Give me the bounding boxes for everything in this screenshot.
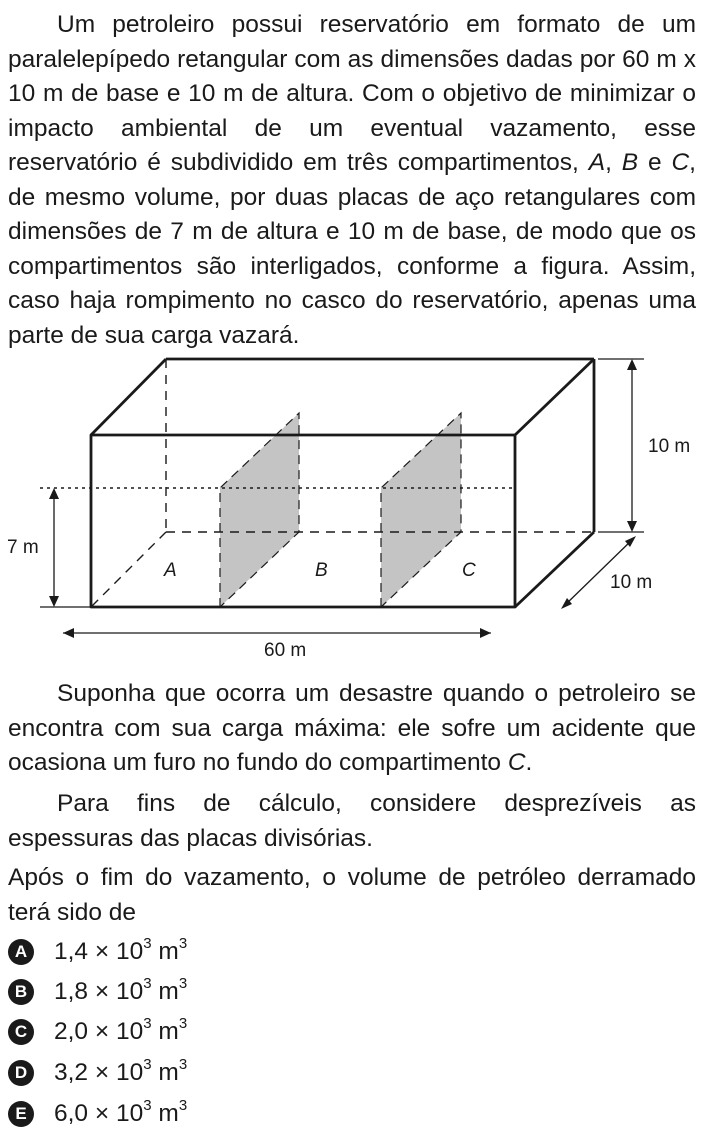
option-b-badge: B (8, 979, 34, 1005)
option-d-badge: D (8, 1060, 34, 1086)
compartment-c-ref: C (671, 149, 690, 176)
option-e[interactable] (8, 1097, 187, 1131)
scenario-c-ref: C (507, 749, 526, 776)
option-a[interactable] (8, 935, 187, 969)
option-e-badge: E (8, 1101, 34, 1127)
option-a-badge: A (8, 939, 34, 965)
compartment-c-label: C (462, 560, 476, 581)
intro-sep-2: e (638, 149, 672, 176)
compartment-a-ref: A (588, 149, 606, 176)
intro-text-2: , de mesmo volume, por duas placas de aço retangulares com dimensões de 7 m de altura e 10 m de base, de modo que os compartimentos são interligados, conforme a figura. Assim, caso haja rompimento no casco do reservatório, apenas uma parte de sua carga vazará. (8, 149, 696, 349)
plate-height-label: 7 m (7, 537, 39, 558)
option-a-text: $1,4 \times 10^3$ $m^3$ (54, 935, 188, 966)
prompt-paragraph: Após o fim do vazamento, o volume de petróleo derramado terá sido de (8, 864, 696, 926)
option-b[interactable] (8, 975, 187, 1009)
option-e-text: $6,0 \times 10^3$ $m^3$ (54, 1097, 188, 1128)
length-label: 60 m (264, 640, 307, 661)
compartment-b-ref: B (621, 149, 639, 176)
depth-label: 10 m (610, 572, 653, 593)
option-c-badge: C (8, 1019, 34, 1045)
option-d[interactable] (8, 1056, 187, 1090)
scenario-text-2: . (525, 749, 533, 776)
scenario-text-1: Suponha que ocorra um desastre quando o petroleiro se encontra com sua carga máxima: ele sofre um acidente que ocasiona um furo no fundo do compartimento (8, 680, 696, 776)
plate-2 (381, 413, 461, 607)
compartment-b-label: B (315, 560, 328, 581)
plate-1 (220, 413, 299, 607)
intro-sep-1: , (605, 149, 622, 176)
option-c[interactable] (8, 1015, 187, 1049)
option-c-text: $2,0 \times 10^3$ $m^3$ (54, 1015, 188, 1046)
intro-paragraph (8, 8, 696, 353)
intro-text-1: Um petroleiro possui reservatório em formato de um paralelepípedo retangular com as dimensões dadas por 60 m x 10 m de base e 10 m de altura. Com o objetivo de minimizar o impacto ambiental de um eventual vazamento, esse reservatório é subdividido em três compartimentos, (8, 11, 696, 176)
option-b-text: $1,8 \times 10^3$ $m^3$ (54, 975, 188, 1006)
scenario-paragraph (8, 677, 696, 781)
option-d-text: $3,2 \times 10^3$ $m^3$ (54, 1056, 188, 1087)
height-total-label: 10 m (648, 436, 691, 457)
compartment-a-label: A (164, 560, 177, 581)
tank-figure (0, 350, 704, 670)
assumption-paragraph: Para fins de cálculo, considere desprezíveis as espessuras das placas divisórias. (8, 790, 696, 852)
